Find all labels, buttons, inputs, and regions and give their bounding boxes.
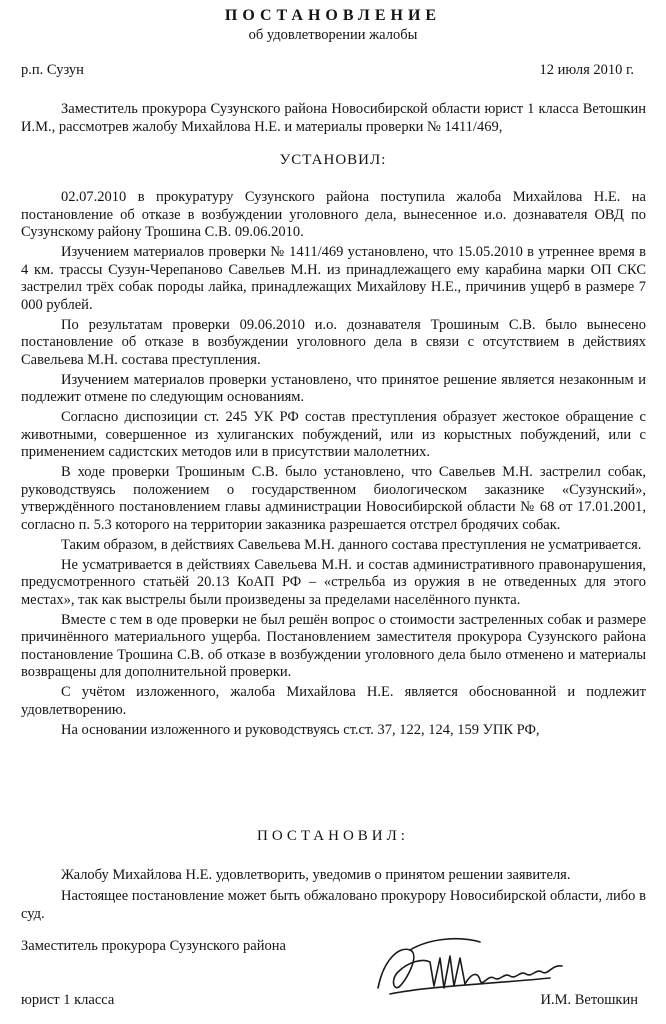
signatory-name: И.М. Ветошкин [540,992,638,1008]
date: 12 июля 2010 г. [539,62,634,78]
paragraph: 02.07.2010 в прокуратуру Сузунского района поступила жалоба Михайлова Н.Е. на постановление об отказе в возбуждении уголовного дела, вынесенное и.о. дознавателя ОВД по Сузунскому району Трошина С.В. 09.06.2010. [21,189,646,240]
paragraph: Согласно диспозиции ст. 245 УК РФ состав преступления образует жестокое обращение с животными, совершенное из хулиганских побуждений, или из корыстных побуждений, или с применением садистских методов или в присутствии малолетних. [21,409,646,460]
paragraph: С учётом изложенного, жалоба Михайлова Н.Е. является обоснованной и подлежит удовлетворению. [21,684,646,718]
paragraph: Изучением материалов проверки № 1411/469 установлено, что 15.05.2010 в утреннее время в 4 км. трассы Сузун-Черепаново Савельев М.Н. из принадлежащего ему карабина марки ОП СКС застрелил трёх собак породы лайка, принадлежащих Михайлову Н.Е., причинив ущерб в размере 7 000 рублей. [21,244,646,313]
document-title: ПОСТАНОВЛЕНИЕ [224,7,442,24]
resolution-paragraph: Настоящее постановление может быть обжаловано прокурору Новосибирской области, либо в суд. [21,887,646,922]
handwritten-signature [370,928,570,1010]
body-text [21,189,646,742]
heading-established: УСТАНОВИЛ: [279,152,387,168]
paragraph: Вместе с тем в оде проверки не был решён вопрос о стоимости застреленных собак и размере причинённого материального ущерба. Постановлением заместителя прокурора Сузунского района постановление Трошина С.В. об отказе в возбуждении уголовного дела было отменено и материалы возвращены для дополнительной проверки. [21,611,646,680]
paragraph: Изучением материалов проверки установлено, что принятое решение является незаконным и подлежит отмене по следующим основаниям. [21,371,646,405]
paragraph: На основании изложенного и руководствуясь ст.ст. 37, 122, 124, 159 УПК РФ, [61,721,540,738]
signatory-role: Заместитель прокурора Сузунского района [21,938,286,954]
place: р.п. Сузун [21,62,84,78]
resolution-text [21,866,646,925]
paragraph: Таким образом, в действиях Савельева М.Н. данного состава преступления не усматривается. [61,536,642,553]
paragraph: Не усматривается в действиях Савельева М.Н. и состав административного правонарушения, предусмотренного статьёй 20.13 КоАП РФ – «стрельба из оружия в не отведенных для этого местах», так как выстрелы были произведены за пределами населённого пункта. [21,556,646,608]
signatory-rank: юрист 1 класса [21,992,115,1008]
resolution-paragraph: Жалобу Михайлова Н.Е. удовлетворить, уведомив о принятом решении заявителя. [61,867,571,883]
paragraph: В ходе проверки Трошиным С.В. было установлено, что Савельев М.Н. застрелил собак, руководствуясь положением о государственном биологическом заказнике «Сузунский», утверждённого постановлением главы администрации Новосибирской области № 68 от 17.01.2001, согласно п. 5.3 которого на территории заказника разрешается отстрел бродячих собак. [21,464,646,533]
heading-resolved: ПОСТАНОВИЛ: [257,828,409,844]
intro-paragraph: Заместитель прокурора Сузунского района Новосибирской области юрист 1 класса Ветошкин И.М., рассмотрев жалобу Михайлова Н.Е. и материалы проверки № 1411/469, [21,101,646,135]
paragraph: По результатам проверки 09.06.2010 и.о. дознавателя Трошиным С.В. было вынесено постановление об отказе в возбуждении уголовного дела в связи с отсутствием в действиях Савельева М.Н. состава преступления. [21,316,646,368]
document-subtitle: об удовлетворении жалобы [248,27,418,43]
